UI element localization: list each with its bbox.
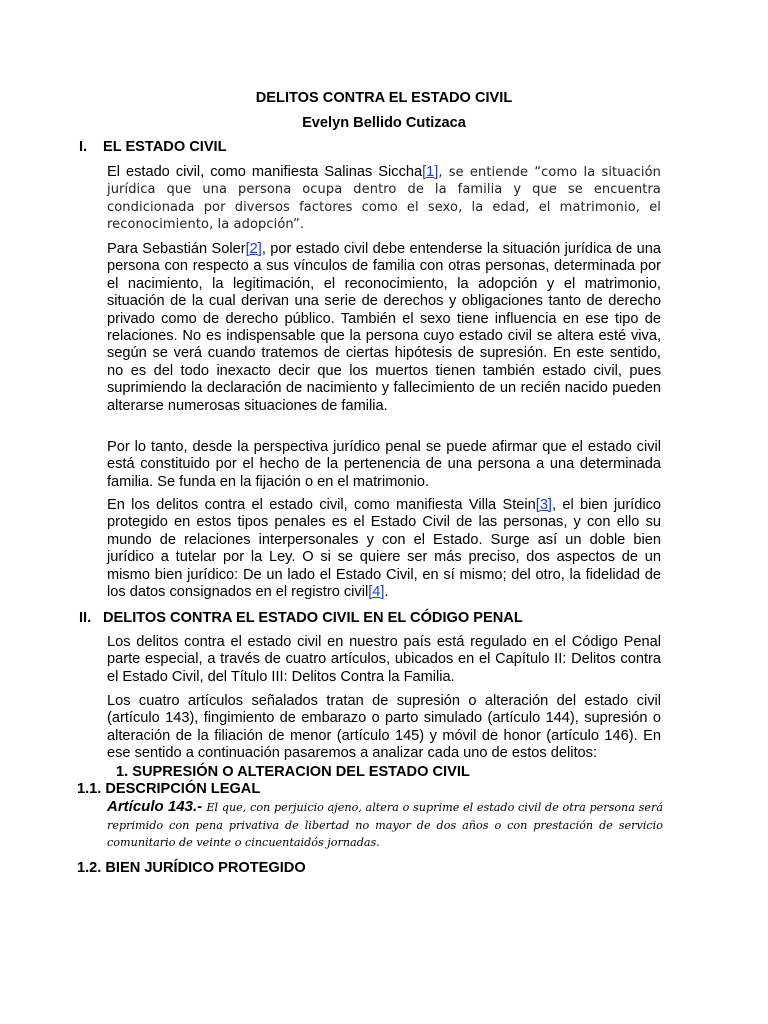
section-1-paragraph-1 (107, 164, 661, 234)
paragraph-text: Para Sebastián Soler (107, 241, 246, 257)
section-1-number: I. (79, 139, 88, 155)
section-2-paragraph-1: Los delitos contra el estado civil en nuestro país está regulado en el Código Penal parte especial, a través de cuatro artículos, ubicados en el Capítulo II: Delitos contra el Estado Civil, del Título III: Delitos Contra la Familia. (107, 634, 661, 685)
paragraph-text: , por estado civil debe entenderse la situación jurídica de una persona con respecto a sus vínculos de familia con otras personas, determinada por el nacimiento, la legitimación, el reconocimiento, la adopción y el matrimonio, situación de la cual derivan una serie de derechos y obligaciones tanto de derecho privado como de derecho público. También el sexo tiene influencia en ese tipo de relaciones. No es indispensable que la persona cuyo estado civil se altera esté viva, según se verá cuando tratemos de ciertas hipótesis de supresión. En este sentido, no es del todo inexacto decir que los muertos tienen también estado civil, pues suprimiendo la declaración de nacimiento y fallecimiento de un recién nacido pueden alterarse numerosas situaciones de familia. (107, 241, 661, 414)
article-text: El que, con perjuicio ajeno, altera o suprime el estado civil de otra persona será reprimido con pena privativa de libertad no mayor de dos años o con prestación de servicio comunitario de veinte o cincuentaidós jornadas. (107, 801, 664, 850)
footnote-link-4[interactable]: [4] (368, 584, 385, 601)
document-author: Evelyn Bellido Cutizaca (302, 115, 466, 131)
footnote-link-3[interactable]: [3] (535, 497, 552, 513)
article-label: Artículo 143.- (107, 798, 203, 815)
document-title: DELITOS CONTRA EL ESTADO CIVIL (255, 90, 513, 106)
paragraph-text: . (384, 584, 389, 601)
subsection-1-heading: 1. SUPRESIÓN O ALTERACION DEL ESTADO CIVIL (116, 764, 470, 780)
footnote-link-1[interactable]: [1] (422, 164, 439, 180)
section-2-title: DELITOS CONTRA EL ESTADO CIVIL EN EL CÓDIGO PENAL (103, 610, 523, 626)
section-1-paragraph-2 (107, 241, 661, 415)
footnote-link-2[interactable]: [2] (245, 241, 262, 257)
paragraph-text: , el bien jurídico protegido en estos tipos penales es el Estado Civil de las personas, y con ello su mundo de relaciones interpersonales y con el Estado. Surge así un doble bien jurídico a tutelar por la Ley. O si se quiere ser más preciso, dos aspectos de un mismo bien jurídico: De un lado el Estado Civil, en sí mismo; del otro, la fidelidad de los datos consignados en el registro civil (107, 497, 662, 601)
paragraph-text: El estado civil, como manifiesta Salinas Siccha (107, 164, 423, 180)
section-1-paragraph-4 (107, 497, 661, 601)
subsection-1-2-heading: 1.2. BIEN JURÍDICO PROTEGIDO (77, 860, 306, 876)
section-1-title: EL ESTADO CIVIL (103, 139, 227, 155)
article-143 (107, 798, 663, 852)
section-2-heading (79, 610, 523, 627)
section-1-paragraph-3: Por lo tanto, desde la perspectiva jurídico penal se puede afirmar que el estado civil está constituido por el hecho de la pertenencia de una persona a una determinada familia. Se funda en la fijación o en el matrimonio. (107, 439, 661, 490)
paragraph-text: , se entiende “como la situación jurídica que una persona ocupa dentro de la familia y que se encuentra condicionada por diversos factores como el sexo, la edad, el matrimonio, el reconocimiento, la adopción”. (107, 165, 661, 233)
section-2-paragraph-2: Los cuatro artículos señalados tratan de supresión o alteración del estado civil (artículo 143), fingimiento de embarazo o parto simulado (artículo 144), supresión o alteración de la filiación de menor (artículo 145) y móvil de honor (artículo 146). En ese sentido a continuación pasaremos a analizar cada uno de estos delitos: (107, 693, 661, 762)
section-1-heading (79, 139, 227, 156)
subsection-1-1-heading: 1.1. DESCRIPCIÓN LEGAL (77, 781, 261, 797)
paragraph-text: En los delitos contra el estado civil, como manifiesta Villa Stein (107, 497, 536, 513)
section-2-number: II. (79, 610, 92, 626)
